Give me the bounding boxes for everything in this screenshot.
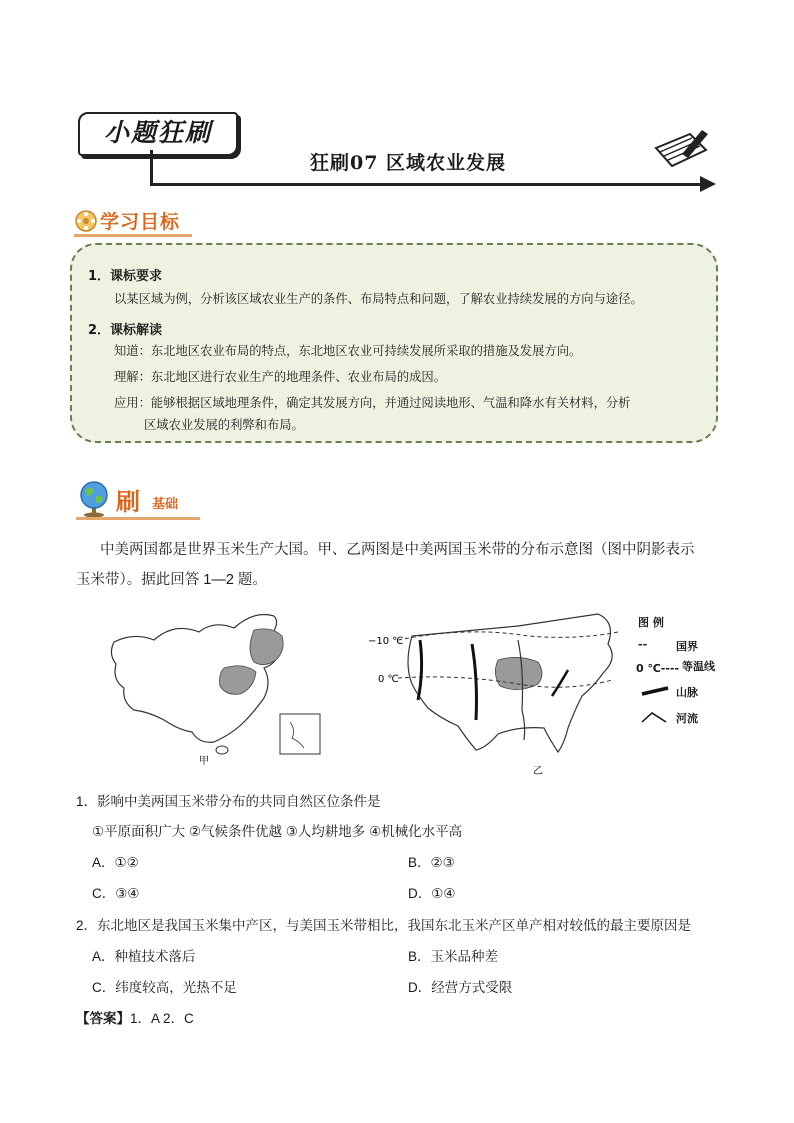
series-badge: 小题狂刷 [78,112,238,156]
basic-heading-small: 基础 [152,497,179,512]
intro-line-1: 中美两国都是世界玉米生产大国。甲、乙两图是中美两国玉米带的分布示意图（图中阴影表示 [100,542,695,558]
legend-border: 国界 [676,640,698,653]
objective-2-line-4: 区域农业发展的利弊和布局。 [144,418,304,432]
globe-icon [76,480,112,518]
question-1-option-b[interactable]: B．②③ [408,855,455,870]
basic-heading-underline [76,517,200,520]
objectives-heading [74,205,192,235]
question-1-option-c[interactable]: C．③④ [92,886,140,901]
mountain-symbol-icon [640,684,670,698]
isotherm-0-label: 0 ℃ [378,674,399,685]
usa-corn-belt-map [368,600,628,780]
question-2-option-b[interactable]: B．玉米品种差 [408,949,499,964]
usa-map-label: 乙 [533,766,543,777]
question-2-option-a[interactable]: A．种植技术落后 [92,949,196,964]
question-1-option-d[interactable]: D．①④ [408,886,456,901]
river-symbol-icon [640,710,670,724]
china-corn-belt-map [104,602,324,770]
isotherm-minus10-label: −10 ℃ [368,636,404,647]
arrow-icon [700,176,716,192]
answer-text: 1．A 2．C [130,1011,194,1026]
intro-line-2: 玉米带）。据此回答 1—2 题。 [76,572,267,588]
question-2-stem: 2．东北地区是我国玉米集中产区，与美国玉米带相比，我国东北玉米产区单产相对较低的最主要原因是 [76,918,692,933]
pen-notebook-icon [652,128,710,172]
objective-2-line-2: 理解：东北地区进行农业生产的地理条件、农业布局的成因。 [114,370,447,384]
header-rule-drop [150,150,153,185]
objective-1-text: 以某区域为例，分析该区域农业生产的条件、布局特点和问题，了解农业持续发展的方向与途径。 [114,292,643,306]
legend-river: 河流 [676,712,698,725]
film-reel-icon [74,209,98,233]
question-1-option-a[interactable]: A．①② [92,855,139,870]
china-map-label: 甲 [199,756,209,767]
basic-heading [76,480,200,520]
objectives-box [70,243,718,443]
objectives-heading-text: 学习目标 [100,211,181,233]
answer-label: 【答案】 [76,1011,130,1026]
objective-2-line-1: 知道：东北地区农业布局的特点，东北地区农业可持续发展所采取的措施及发展方向。 [114,344,582,358]
legend-border-symbol: -- [638,638,648,651]
legend-mountain: 山脉 [676,686,698,699]
objective-2-label: 2．课标解读 [88,323,163,338]
map-legend [634,614,738,734]
objective-2-line-3: 应用：能够根据区域地理条件，确定其发展方向，并通过阅读地形、气温和降水有关材料，分析 [114,396,631,410]
page-title: 狂刷07 区域农业发展 [310,152,507,174]
header-rule [150,183,700,186]
question-1-stem: 1．影响中美两国玉米带分布的共同自然区位条件是 [76,794,381,809]
objectives-heading-underline [74,234,192,237]
legend-isotherm: 等温线 [682,660,715,673]
legend-title: 图 例 [638,616,664,629]
legend-isotherm-symbol: 0 ℃---- [636,662,680,675]
question-2-option-c[interactable]: C．纬度较高，光热不足 [92,980,237,995]
basic-heading-big: 刷 [116,488,140,516]
question-2-option-d[interactable]: D．经营方式受限 [408,980,513,995]
question-1-substem: ①平原面积广大 ②气候条件优越 ③人均耕地多 ④机械化水平高 [92,824,463,839]
objective-1-label: 1．课标要求 [88,269,163,284]
answer-line [76,1007,194,1027]
